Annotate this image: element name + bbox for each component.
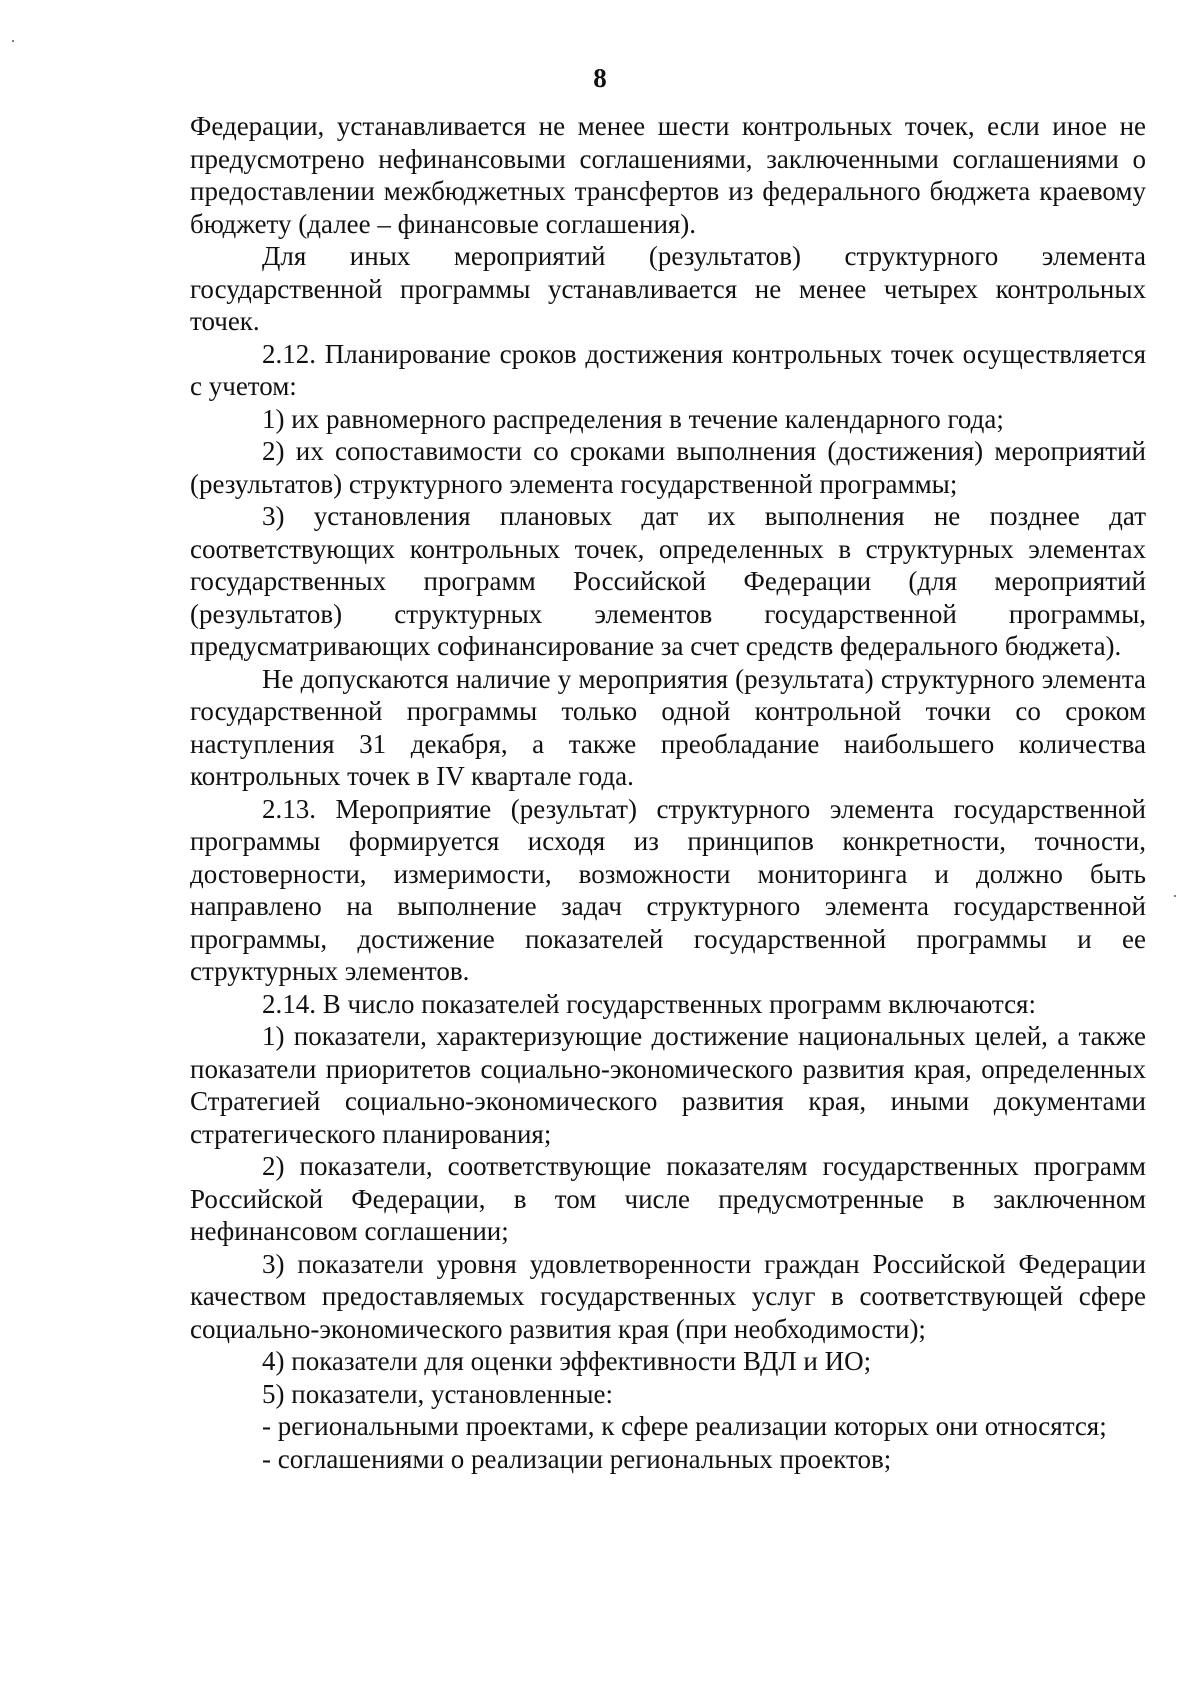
scan-speck	[1174, 895, 1176, 897]
list-item: 3) показатели уровня удовлетворенности граждан Российской Федерации качеством предоставляемых государственных услуг в соответствующей сфере социально-экономического развития края (при необходимости);	[190, 1248, 1146, 1344]
dash-item: - региональными проектами, к сфере реализации которых они относятся;	[262, 1411, 1107, 1441]
list-item: 3) установления плановых дат их выполнения не позднее дат соответствующих контрольных точек, определенных в структурных элементах государственных программ Российской Федерации (для мероприятий (результатов) структурных элементов государственной программы, предусматривающих софинансирование за счет средств федерального бюджета).	[190, 501, 1146, 661]
paragraph: 2.12. Планирование сроков достижения контрольных точек осуществляется с учетом:	[190, 338, 1146, 401]
list-item: 5) показатели, установленные:	[262, 1378, 613, 1409]
document-body	[190, 110, 1146, 1475]
dash-item: - соглашениями о реализации региональных проектов;	[262, 1443, 892, 1474]
paragraph: 2.14. В число показателей государственных программ включаются:	[262, 988, 1036, 1019]
scan-speck	[12, 40, 14, 42]
paragraph: Не допускаются наличие у мероприятия (результата) структурного элемента государственной программы только одной контрольной точки со сроком наступления 31 декабря, а также преобладание наибольшего количества контрольных точек в IV квартале года.	[190, 663, 1146, 791]
paragraph: 2.13. Мероприятие (результат) структурного элемента государственной программы формируется исходя из принципов конкретности, точности, достоверности, измеримости, возможности мониторинга и должно быть направлено на выполнение задач структурного элемента государственной программы, достижение показателей государственной программы и ее структурных элементов.	[190, 793, 1146, 986]
paragraph: Федерации, устанавливается не менее шести контрольных точек, если иное не предусмотрено нефинансовыми соглашениями, заключенными соглашениями о предоставлении межбюджетных трансфертов из федерального бюджета краевому бюджету (далее – финансовые соглашения).	[190, 111, 1146, 239]
list-item: 2) их сопоставимости со сроками выполнения (достижения) мероприятий (результатов) структурного элемента государственной программы;	[190, 436, 1146, 499]
list-item: 4) показатели для оценки эффективности ВДЛ и ИО;	[262, 1346, 872, 1376]
list-item: 1) их равномерного распределения в течение календарного года;	[262, 403, 1004, 434]
paragraph: Для иных мероприятий (результатов) структурного элемента государственной программы устанавливается не менее четырех контрольных точек.	[190, 241, 1146, 336]
page-number: 8	[593, 63, 607, 93]
list-item: 1) показатели, характеризующие достижение национальных целей, а также показатели приоритетов социально-экономического развития края, определенных Стратегией социально-экономического развития края, иными документами стратегического планирования;	[190, 1021, 1146, 1149]
list-item: 2) показатели, соответствующие показателям государственных программ Российской Федерации, в том числе предусмотренные в заключенном нефинансовом соглашении;	[190, 1151, 1146, 1246]
